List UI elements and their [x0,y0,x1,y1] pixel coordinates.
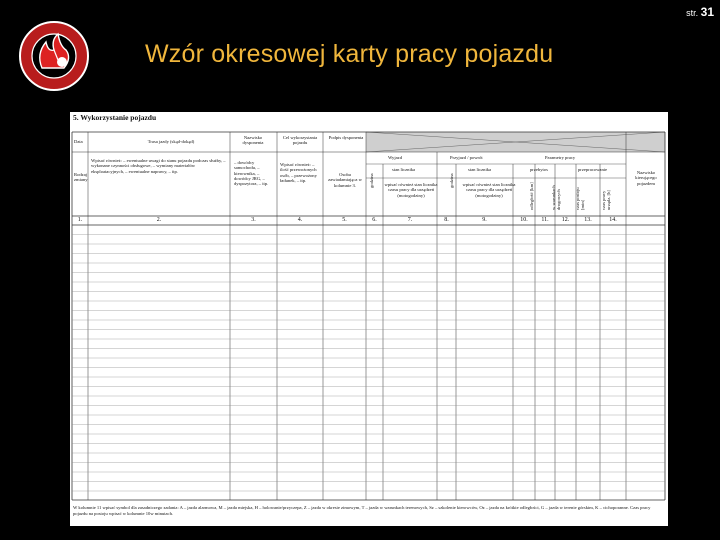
column-number: 12. [561,217,570,223]
column-number: 8. [444,217,449,223]
column-number: 14. [609,217,617,223]
column-number: 9. [482,217,487,223]
slide-title: Wzór okresowej karty pracy pojazdu [145,40,554,68]
header-przebytos: przebytos [530,167,548,172]
vehicle-work-card-form [70,112,668,526]
form-footer-note: W kolumnie 11 wpisać symbol dla zasadniczego zadania: A – jazda alarmowa, M – jazda miejska, H – holowanie/przyczepa, Z – jazda w okresie zimowym, T – jazda w warunkach terenowych, Sz – szkolenie kierowców, Oz – jazda na krótkie odległości, G – jazda w terenie górskim, K – cichoporanne. Czas pracy pojazdu na postoju wpisać w kolumnie 10w minutach. [73,505,651,516]
header-dla-pojazdu: Wpisać również: – ewentualne uwagi do stanu pojazdu podczas służby, – wykonane czynności obsługowe, – wymiany materiałów eksploatacyjnych, – ewentualne naprawy, – itp. [91,158,226,174]
header-data: Data [74,139,83,144]
header-nazwisko-dysponenta: Nazwisko dysponenta [242,135,264,146]
header-rodzaj: Rodzaj zmiany [74,172,88,183]
column-number: 1. [77,217,83,223]
header-czas-pracy: czas pracy urządz. [h] [601,190,612,210]
column-number: 2. [156,217,162,223]
column-number: 5. [342,217,347,223]
header-cel: Cel wykorzystania pojazdu [282,135,318,146]
header-cel-list: – dowódcy samochodu, – kierownika, – dowódcy JRG, – dyspozytora, – itp. [234,160,269,187]
union-logo [18,20,90,92]
section-title: 5. Wykorzystanie pojazdu [73,113,157,122]
header-wpisac-1: wpisać również stan licznika czasu pracy dla urządzeń (motogodziny) [384,182,438,198]
column-number: 10. [520,217,528,223]
header-godzina-1: godzina [369,173,374,188]
page-number: str. 31 [686,5,714,19]
header-wyjazd: Wyjazd [388,155,403,160]
column-number: 3. [251,217,256,223]
header-godzina-2: godzina [449,173,454,188]
header-trasa: Trasa jazdy (skąd-dokąd) [147,139,195,144]
column-number: 13. [584,217,592,223]
header-stan-licznika-2: stan licznika [468,167,492,172]
header-wpisac-symbol: Wpisać również: – ilość przewożonych osób, – przewożony ładunek, – itp. [280,162,317,183]
column-number: 11. [541,217,549,223]
header-odleglosc: odległość [km] [529,182,534,210]
header-przepracowanie: przepracowanie [578,167,608,172]
header-czas-postoju: czas postoju [min] [575,187,586,210]
header-nazwisko-kierujacego: Nazwisko kierującego pojazdem [635,170,657,186]
header-osoba: Osoba zawiadamiająca w kolumnie 3. [328,172,362,188]
header-w-warunkach: w warunkach drogowych [551,185,562,210]
column-number: 6. [372,217,377,223]
header-stan-licznika-1: stan licznika [392,167,416,172]
header-przyjazd: Przyjazd / powrót [450,155,483,160]
header-wpisac-2: wpisać również stan licznika czasu pracy dla urządzeń (motogodziny) [462,182,516,198]
column-number: 7. [407,217,413,223]
header-parametry: Parametry pracy [545,155,576,160]
header-podpis: Podpis dysponenta [328,135,364,140]
column-number: 4. [297,217,303,223]
